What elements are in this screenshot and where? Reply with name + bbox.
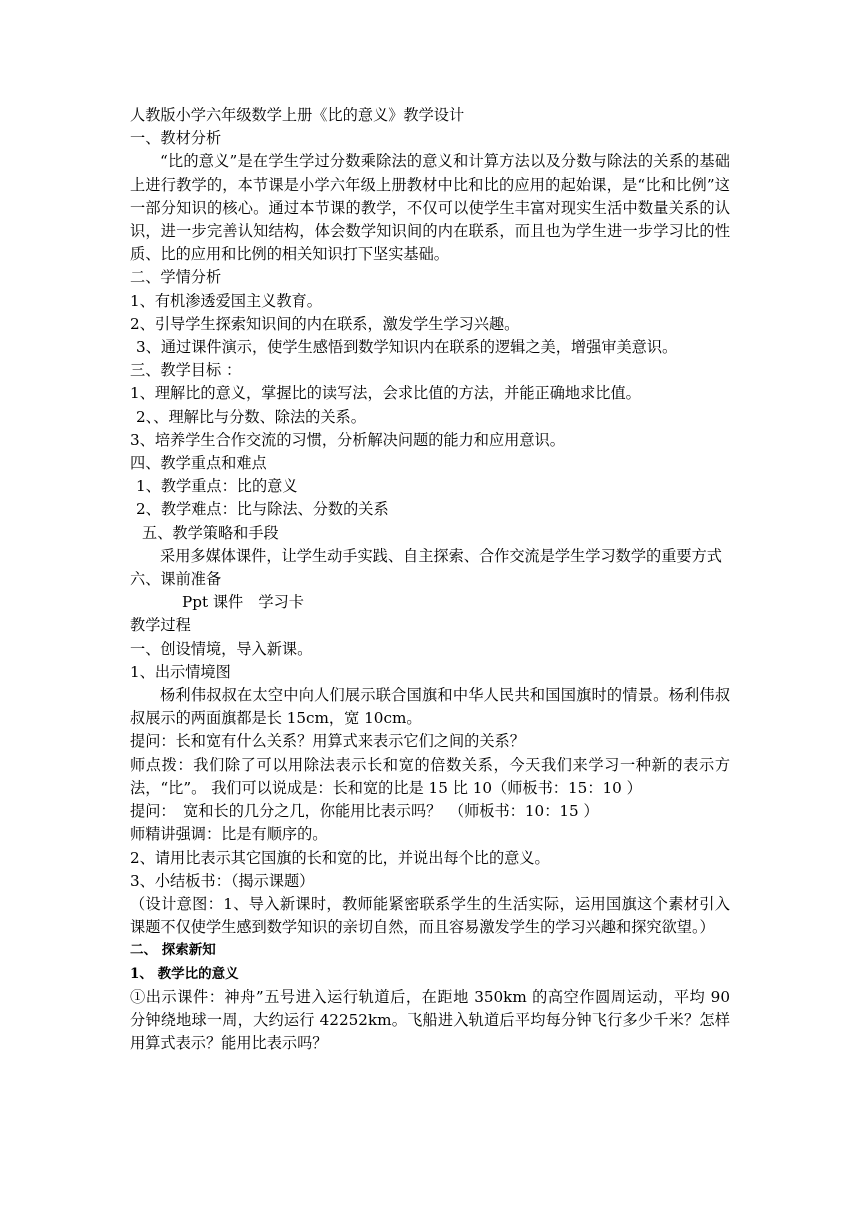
list-item: 3、培养学生合作交流的习惯，分析解决问题的能力和应用意识。 — [130, 430, 565, 449]
list-item: 2、请用比表示其它国旗的长和宽的比，并说出每个比的意义。 — [130, 848, 550, 867]
list-item: 2、教学难点：比与除法、分数的关系 — [136, 500, 389, 519]
list-item: 3、小结板书：（揭示课题） — [130, 871, 315, 890]
question-line: 提问： 宽和长的几分之几，你能用比表示吗？ （师板书：10：15 ） — [130, 802, 599, 821]
document-title: 人教版小学六年级数学上册《比的意义》教学设计 — [130, 106, 465, 124]
list-item: 1、 教学比的意义 — [130, 965, 239, 982]
strategy-paragraph: 采用多媒体课件，让学生动手实践、自主探索、合作交流是学生学习数学的重要方式 — [160, 546, 722, 565]
scenario-paragraph: 杨利伟叔叔在太空中向人们展示联合国旗和中华人民共和国国旗时的情景。杨利伟叔叔展示的两面旗都是长 15cm，宽 10cm。 — [130, 686, 730, 728]
document-page — [130, 104, 730, 1055]
courseware-paragraph: ①出示课件：神舟”五号进入运行轨道后，在距地 350km 的高空作圆周运动，平均 90 分钟绕地球一周，大约运行 42252km。飞船进入轨道后平均每分钟飞行多少千米？怎样用算式表示？能用比表示吗？ — [130, 987, 730, 1053]
emphasis-line: 师精讲强调：比是有顺序的。 — [130, 825, 328, 844]
section-heading-strategy: 五、教学策略和手段 — [142, 523, 279, 542]
list-item: 1、出示情境图 — [130, 662, 231, 681]
section-heading-preparation: 六、课前准备 — [130, 570, 222, 589]
section-heading-student-analysis: 二、学情分析 — [130, 268, 222, 287]
process-step-heading: 二、 探索新知 — [130, 942, 216, 959]
section-heading-textbook-analysis: 一、教材分析 — [130, 129, 222, 148]
list-item: 3、通过课件演示，使学生感悟到数学知识内在联系的逻辑之美，增强审美意识。 — [136, 338, 678, 357]
process-step-heading: 一、创设情境，导入新课。 — [130, 639, 313, 658]
list-item: 1、有机渗透爱国主义教育。 — [130, 291, 322, 310]
list-item: 2、、理解比与分数、除法的关系。 — [136, 407, 366, 426]
section-heading-key-points: 四、教学重点和难点 — [130, 454, 267, 473]
textbook-analysis-paragraph: “比的意义”是在学生学过分数乘除法的意义和计算方法以及分数与除法的关系的基础上进行教学的，本节课是小学六年级上册教材中比和比的应用的起始课，是“比和比例”这一部分知识的核心。通过本节课的教学，不仅可以使学生丰富对现实生活中数量关系的认识，进一步完善认知结构，体会数学知识间的内在联系，而且也为学生进一步学习比的性质、比的应用和比例的相关知识打下坚实基础。 — [130, 152, 730, 264]
list-item: 1、教学重点：比的意义 — [136, 477, 298, 496]
design-intent-paragraph: （设计意图：1、导入新课时，教师能紧密联系学生的生活实际，运用国旗这个素材引入课题不仅使学生感到数学知识的亲切自然，而且容易激发学生的学习兴趣和探究欲望。） — [130, 894, 730, 937]
list-item: 2、引导学生探索知识间的内在联系，激发学生学习兴趣。 — [130, 314, 520, 333]
section-heading-process: 教学过程 — [130, 616, 191, 635]
question-line: 提问：长和宽有什么关系？用算式来表示它们之间的关系？ — [130, 732, 525, 751]
list-item: 1、理解比的意义，掌握比的读写法，会求比值的方法，并能正确地求比值。 — [130, 384, 641, 403]
section-heading-objectives: 三、教学目标 ： — [130, 361, 242, 380]
preparation-line: Ppt 课件 学习卡 — [182, 593, 304, 612]
teacher-guidance-paragraph: 师点拨：我们除了可以用除法表示长和宽的倍数关系，今天我们来学习一种新的表示方法，“比”。 我们可以说成是：长和宽的比是 15 比 10（师板书：15：10 ） — [130, 755, 730, 797]
